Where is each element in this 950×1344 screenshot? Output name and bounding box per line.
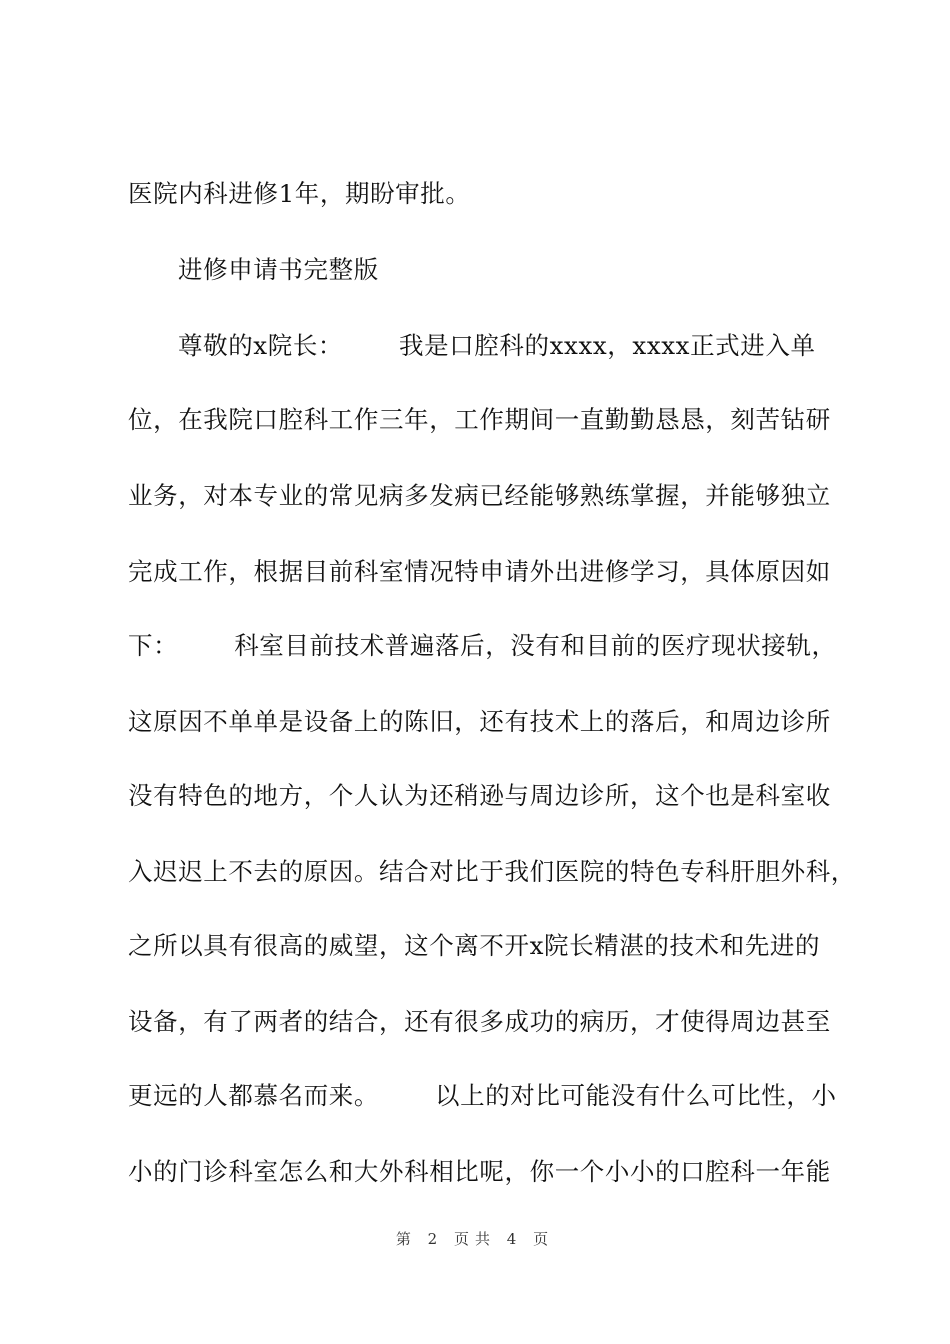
text-line: 业务，对本专业的常见病多发病已经能够熟练掌握，并能够独立 [128,481,831,510]
paragraph-line [128,630,837,662]
text-line: 设备，有了两者的结合，还有很多成功的病历，才使得周边甚至 [128,1007,831,1036]
text-line: 小的门诊科室怎么和大外科相比呢，你一个小小的口腔科一年能 [128,1157,831,1186]
paragraph-line [128,556,831,588]
paragraph-line [128,178,471,210]
text-line: 医院内科进修1年，期盼审批。 [128,179,471,208]
paragraph-line [128,480,831,512]
page-footer [0,1228,950,1249]
text-line: 以上的对比可能没有什么可比性，小 [435,1081,837,1110]
text-line: 之所以具有很高的威望，这个离不开x院长精湛的技术和先进的 [128,931,821,960]
text-line: 这原因不单单是设备上的陈旧，还有技术上的落后，和周边诊所 [128,707,831,736]
paragraph-line [128,1156,831,1188]
text-line: 更远的人都慕名而来。 [128,1081,379,1110]
text-line: 入迟迟上不去的原因。结合对比于我们医院的特色专科肝胆外科， [128,857,856,886]
paragraph-line [128,1006,831,1038]
paragraph-line [128,404,831,436]
document-title [178,254,379,286]
title-text: 进修申请书完整版 [178,255,379,284]
text-line: 完成工作，根据目前科室情况特申请外出进修学习，具体原因如 [128,557,831,586]
text-line: 位，在我院口腔科工作三年，工作期间一直勤勤恳恳，刻苦钻研 [128,405,831,434]
paragraph-line [128,856,856,888]
paragraph-line [128,930,820,962]
paragraph-line [128,1080,837,1112]
text-line: 我是口腔科的xxxx，xxxx正式进入单 [399,331,816,360]
page-number: 第 2 页共 4 页 [395,1230,555,1248]
paragraph-line [128,706,831,738]
text-line: 没有特色的地方，个人认为还稍逊与周边诊所，这个也是科室收 [128,781,831,810]
text-line: 科室目前技术普遍落后，没有和目前的医疗现状接轨， [234,631,837,660]
paragraph-line [178,330,816,362]
paragraph-line [128,780,831,812]
text-line: 下： [128,631,179,660]
salutation: 尊敬的x院长： [178,331,344,360]
